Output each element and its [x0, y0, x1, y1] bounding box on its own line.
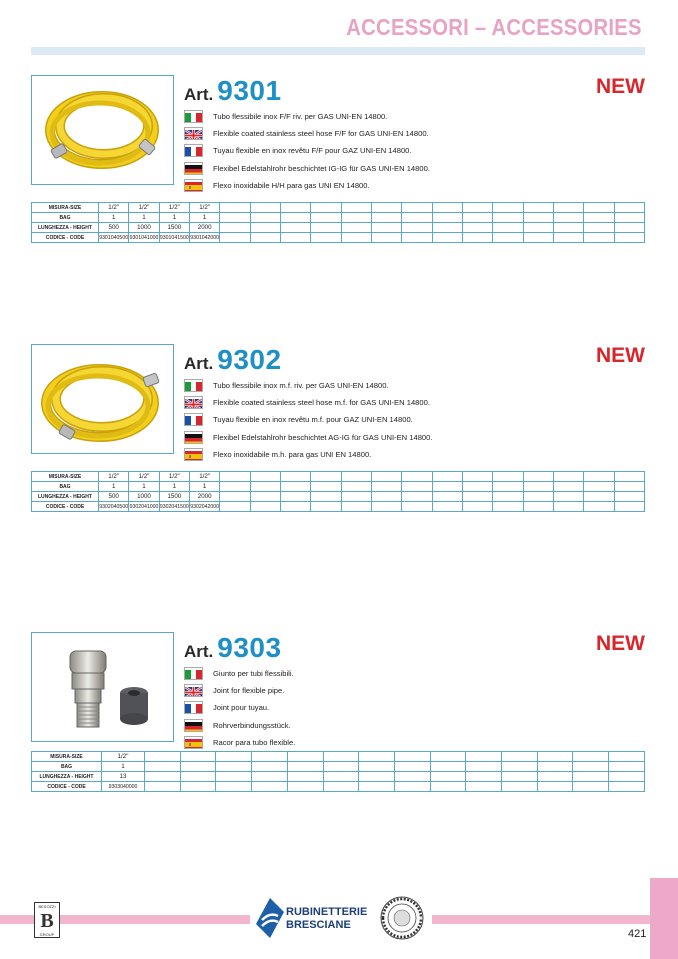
description-row-es: Flexo inoxidabile m.h. para gas UNI EN 14800.: [184, 446, 432, 463]
table-cell: 1/2": [159, 203, 189, 213]
table-cell: [180, 752, 216, 762]
table-cell: 1/2": [189, 203, 219, 213]
article-title: Art. 9303: [184, 632, 282, 663]
spec-table: [31, 751, 645, 792]
table-cell: [609, 752, 645, 762]
article-number: 9303: [217, 632, 282, 663]
description-row-fr: Tuyau flexible en inox revêtu m.f. pour GAZ UNI-EN 14800.: [184, 411, 432, 428]
table-row: [32, 482, 645, 492]
table-cell: [252, 782, 288, 792]
fr-flag-icon: [184, 701, 203, 714]
table-cell: [537, 752, 573, 762]
table-cell: [466, 752, 502, 762]
description-row-es: Racor para tubo flexible.: [184, 734, 295, 751]
table-cell: [523, 502, 553, 512]
table-cell: 1/2": [159, 472, 189, 482]
table-row: [32, 772, 645, 782]
table-cell: [523, 233, 553, 243]
table-cell: [311, 223, 341, 233]
table-cell: 1/2": [99, 472, 129, 482]
table-cell: [341, 233, 371, 243]
table-cell: 1: [159, 482, 189, 492]
table-cell: [311, 482, 341, 492]
size-row-label: MISURA-SIZE: [32, 472, 99, 482]
table-cell: [220, 502, 250, 512]
description-list: [184, 108, 430, 194]
table-cell: [287, 772, 323, 782]
table-cell: 1: [99, 213, 129, 223]
table-cell: [250, 472, 280, 482]
table-cell: [614, 502, 644, 512]
table-cell: [180, 762, 216, 772]
table-cell: 1500: [159, 492, 189, 502]
table-cell: [402, 472, 432, 482]
table-row: [32, 203, 645, 213]
table-cell: [394, 772, 430, 782]
table-row: [32, 752, 645, 762]
table-cell: [216, 772, 252, 782]
table-cell: [341, 492, 371, 502]
table-row: [32, 782, 645, 792]
table-cell: [502, 772, 538, 782]
table-cell: [145, 762, 181, 772]
table-cell: [252, 772, 288, 782]
page-edge-tab: [650, 878, 678, 959]
table-cell: [462, 472, 492, 482]
table-cell: [584, 233, 614, 243]
uk-flag-icon: [184, 684, 203, 697]
table-cell: 2000: [189, 223, 219, 233]
uk-flag-icon: [184, 127, 203, 140]
code-row-label: CODICE - CODE: [32, 233, 99, 243]
table-cell: [402, 223, 432, 233]
table-cell: [394, 782, 430, 792]
table-cell: [462, 203, 492, 213]
table-cell: [614, 223, 644, 233]
description-row-fr: Tuyau flexible en inox revêtu F/F pour GAZ UNI-EN 14800.: [184, 142, 430, 159]
table-cell: [371, 492, 401, 502]
table-row: [32, 472, 645, 482]
table-cell: [311, 502, 341, 512]
table-cell: [216, 782, 252, 792]
table-cell: 1/2": [129, 203, 159, 213]
de-flag-icon: [184, 431, 203, 444]
es-flag-icon: [184, 448, 203, 461]
table-cell: [553, 223, 583, 233]
table-cell: [145, 782, 181, 792]
table-cell: [537, 782, 573, 792]
description-list: [184, 377, 432, 463]
table-cell: [216, 752, 252, 762]
table-cell: [280, 213, 310, 223]
table-cell: 9302042000: [190, 503, 220, 510]
table-cell: [584, 203, 614, 213]
table-cell: [584, 213, 614, 223]
table-cell: 500: [99, 492, 129, 502]
table-cell: [220, 482, 250, 492]
table-cell: [402, 213, 432, 223]
table-cell: [359, 752, 395, 762]
table-cell: [280, 223, 310, 233]
table-cell: [609, 772, 645, 782]
table-cell: [466, 772, 502, 782]
footer-bar-right: [432, 915, 650, 924]
description-row-de: Rohrverbindungsstück.: [184, 717, 295, 734]
table-cell: [180, 772, 216, 782]
table-row: [32, 502, 645, 512]
page-number: 421: [628, 928, 647, 940]
table-cell: [609, 782, 645, 792]
table-cell: 9301042000: [190, 234, 220, 241]
table-cell: 9301040500: [99, 234, 129, 241]
table-cell: [430, 782, 466, 792]
table-cell: [280, 482, 310, 492]
table-cell: [430, 772, 466, 782]
table-cell: [614, 203, 644, 213]
table-cell: [584, 492, 614, 502]
table-cell: [614, 213, 644, 223]
table-cell: [502, 782, 538, 792]
table-cell: [311, 492, 341, 502]
table-cell: [523, 223, 553, 233]
table-cell: [359, 762, 395, 772]
table-row: [32, 213, 645, 223]
table-cell: [584, 223, 614, 233]
description-row-en: Joint for flexible pipe.: [184, 682, 295, 699]
table-cell: 1/2": [189, 472, 219, 482]
table-cell: [250, 502, 280, 512]
description-row-es: Flexo inoxidabile H/H para gas UNI EN 14800.: [184, 177, 430, 194]
table-cell: [573, 782, 609, 792]
table-cell: 1/2": [99, 203, 129, 213]
description-row-en: Flexible coated stainless steel hose F/F for GAS UNI-EN 14800.: [184, 125, 430, 142]
product-photo-joint: [31, 632, 174, 742]
description-row-de: Flexibel Edelstahlrohr beschichtet IG-IG für GAS UNI-EN 14800.: [184, 160, 430, 177]
table-cell: [341, 223, 371, 233]
table-cell: [432, 203, 462, 213]
svg-text:BESOZZI: BESOZZI: [38, 904, 56, 909]
table-cell: [614, 492, 644, 502]
uk-flag-icon: [184, 396, 203, 409]
table-row: [32, 233, 645, 243]
table-cell: [553, 482, 583, 492]
table-cell: [371, 223, 401, 233]
it-flag-icon: [184, 667, 203, 680]
fr-flag-icon: [184, 413, 203, 426]
table-cell: 500: [99, 223, 129, 233]
table-cell: [553, 502, 583, 512]
description-row-fr: Joint pour tuyau.: [184, 699, 295, 716]
table-cell: [523, 213, 553, 223]
table-cell: 9303040000: [102, 782, 145, 792]
table-cell: [432, 482, 462, 492]
de-flag-icon: [184, 162, 203, 175]
table-cell: [432, 223, 462, 233]
table-cell: [402, 502, 432, 512]
table-cell: [523, 203, 553, 213]
table-cell: [220, 233, 250, 243]
table-cell: 1/2": [129, 472, 159, 482]
table-cell: [493, 502, 523, 512]
table-cell: 9302040500: [99, 503, 129, 510]
table-cell: [462, 492, 492, 502]
table-cell: [462, 482, 492, 492]
table-cell: [311, 472, 341, 482]
table-cell: [493, 492, 523, 502]
table-cell: [584, 472, 614, 482]
table-cell: [216, 762, 252, 772]
table-cell: 1500: [159, 223, 189, 233]
table-cell: [252, 752, 288, 762]
table-cell: [432, 213, 462, 223]
table-cell: [250, 203, 280, 213]
it-flag-icon: [184, 110, 203, 123]
table-cell: [394, 762, 430, 772]
table-cell: [432, 472, 462, 482]
table-row: [32, 762, 645, 772]
table-cell: [553, 492, 583, 502]
length-row-label: LUNGHEZZA - HEIGHT: [32, 492, 99, 502]
table-cell: [493, 482, 523, 492]
table-cell: 1: [189, 482, 219, 492]
description-row-it: Tubo flessibile inox m.f. riv. per GAS UNI-EN 14800.: [184, 377, 432, 394]
table-cell: [462, 223, 492, 233]
table-cell: 9302041000: [129, 503, 159, 510]
table-cell: 2000: [189, 492, 219, 502]
table-cell: 1/2": [102, 752, 145, 762]
table-cell: [371, 203, 401, 213]
header-divider-bar: [31, 47, 645, 55]
table-cell: [145, 752, 181, 762]
table-cell: [462, 213, 492, 223]
table-cell: 1: [102, 762, 145, 772]
table-cell: [280, 233, 310, 243]
table-cell: 1000: [129, 223, 159, 233]
table-cell: [371, 502, 401, 512]
table-cell: [609, 762, 645, 772]
rubinetterie-bresciane-logo: [256, 898, 368, 938]
table-cell: [311, 233, 341, 243]
table-cell: [280, 203, 310, 213]
table-cell: [323, 772, 359, 782]
table-cell: [323, 782, 359, 792]
table-cell: [311, 203, 341, 213]
table-cell: [430, 752, 466, 762]
table-cell: [180, 782, 216, 792]
svg-text:BRESCIANE: BRESCIANE: [286, 919, 351, 931]
description-list: [184, 665, 295, 751]
table-cell: [359, 772, 395, 782]
table-cell: [220, 472, 250, 482]
article-number: 9301: [217, 75, 282, 106]
table-cell: [614, 233, 644, 243]
table-cell: [553, 233, 583, 243]
table-cell: [430, 762, 466, 772]
table-cell: 9302041500: [159, 503, 189, 510]
spec-table: [31, 202, 645, 243]
new-badge: NEW: [596, 75, 645, 98]
besozzi-group-logo: [34, 902, 60, 938]
table-cell: [573, 772, 609, 782]
table-cell: 1: [189, 213, 219, 223]
table-cell: [537, 772, 573, 782]
table-row: [32, 223, 645, 233]
page-header-title: ACCESSORI – ACCESSORIES: [346, 14, 642, 40]
table-cell: [287, 762, 323, 772]
table-cell: 1: [129, 482, 159, 492]
table-cell: [280, 472, 310, 482]
de-flag-icon: [184, 719, 203, 732]
size-row-label: MISURA-SIZE: [32, 752, 102, 762]
bag-row-label: BAG: [32, 482, 99, 492]
table-cell: [280, 502, 310, 512]
length-row-label: LUNGHEZZA - HEIGHT: [32, 772, 102, 782]
size-row-label: MISURA-SIZE: [32, 203, 99, 213]
description-row-de: Flexibel Edelstahlrohr beschichtet AG-IG für GAS UNI-EN 14800.: [184, 429, 432, 446]
table-cell: [250, 213, 280, 223]
product-photo-hose-mf: [31, 344, 174, 454]
table-cell: [250, 233, 280, 243]
svg-text:RUBINETTERIE: RUBINETTERIE: [286, 906, 368, 918]
table-cell: [493, 213, 523, 223]
table-cell: [250, 492, 280, 502]
table-cell: [466, 782, 502, 792]
table-cell: 1: [159, 213, 189, 223]
table-cell: [493, 223, 523, 233]
it-flag-icon: [184, 379, 203, 392]
table-cell: [220, 223, 250, 233]
table-cell: [250, 482, 280, 492]
table-cell: [584, 482, 614, 492]
table-cell: [614, 472, 644, 482]
code-row-label: CODICE - CODE: [32, 782, 102, 792]
table-cell: [553, 203, 583, 213]
table-cell: [311, 213, 341, 223]
table-cell: [432, 233, 462, 243]
table-cell: [614, 482, 644, 492]
description-row-it: Giunto per tubi flessibili.: [184, 665, 295, 682]
spec-table: [31, 471, 645, 512]
article-number: 9302: [217, 344, 282, 375]
table-cell: [402, 482, 432, 492]
table-cell: [220, 213, 250, 223]
table-cell: [573, 762, 609, 772]
table-cell: [402, 492, 432, 502]
table-cell: [523, 472, 553, 482]
table-cell: [493, 233, 523, 243]
description-row-it: Tubo flessibile inox F/F riv. per GAS UNI-EN 14800.: [184, 108, 430, 125]
product-photo-hose-ff: [31, 75, 174, 185]
table-cell: [145, 772, 181, 782]
table-cell: [250, 223, 280, 233]
table-cell: [537, 762, 573, 772]
table-cell: 1: [99, 482, 129, 492]
table-cell: [287, 782, 323, 792]
table-cell: [523, 492, 553, 502]
table-cell: [341, 472, 371, 482]
table-cell: [341, 213, 371, 223]
table-cell: [220, 203, 250, 213]
table-cell: [432, 492, 462, 502]
table-cell: [462, 233, 492, 243]
svg-text:B: B: [40, 910, 54, 932]
article-title: Art. 9301: [184, 75, 282, 106]
table-cell: 9301041500: [159, 234, 189, 241]
table-cell: [323, 762, 359, 772]
table-cell: [323, 752, 359, 762]
svg-text:GROUP: GROUP: [39, 932, 55, 937]
table-cell: [371, 233, 401, 243]
table-cell: 1000: [129, 492, 159, 502]
fr-flag-icon: [184, 144, 203, 157]
bag-row-label: BAG: [32, 213, 99, 223]
table-cell: [466, 762, 502, 772]
table-cell: [502, 752, 538, 762]
new-badge: NEW: [596, 632, 645, 655]
table-cell: [584, 502, 614, 512]
table-cell: [359, 782, 395, 792]
table-cell: [523, 482, 553, 492]
table-cell: [553, 472, 583, 482]
table-cell: [371, 472, 401, 482]
table-cell: [502, 762, 538, 772]
table-cell: [371, 213, 401, 223]
table-cell: [371, 482, 401, 492]
table-cell: [493, 203, 523, 213]
table-cell: [432, 502, 462, 512]
table-cell: [553, 213, 583, 223]
iso-certification-seal: [379, 895, 425, 941]
bag-row-label: BAG: [32, 762, 102, 772]
table-cell: [280, 492, 310, 502]
article-title: Art. 9302: [184, 344, 282, 375]
table-cell: [341, 203, 371, 213]
code-row-label: CODICE - CODE: [32, 502, 99, 512]
table-cell: 1: [129, 213, 159, 223]
table-cell: 13: [102, 772, 145, 782]
table-cell: [493, 472, 523, 482]
table-cell: [220, 492, 250, 502]
table-cell: [394, 752, 430, 762]
table-cell: [341, 482, 371, 492]
description-row-en: Flexible coated stainless steel hose m.f. for GAS UNI-EN 14800.: [184, 394, 432, 411]
table-cell: [287, 752, 323, 762]
table-row: [32, 492, 645, 502]
es-flag-icon: [184, 736, 203, 749]
table-cell: [573, 752, 609, 762]
table-cell: [252, 762, 288, 772]
table-cell: [462, 502, 492, 512]
table-cell: [402, 203, 432, 213]
table-cell: [341, 502, 371, 512]
table-cell: 9301041000: [129, 234, 159, 241]
length-row-label: LUNGHEZZA - HEIGHT: [32, 223, 99, 233]
table-cell: [402, 233, 432, 243]
new-badge: NEW: [596, 344, 645, 367]
es-flag-icon: [184, 179, 203, 192]
